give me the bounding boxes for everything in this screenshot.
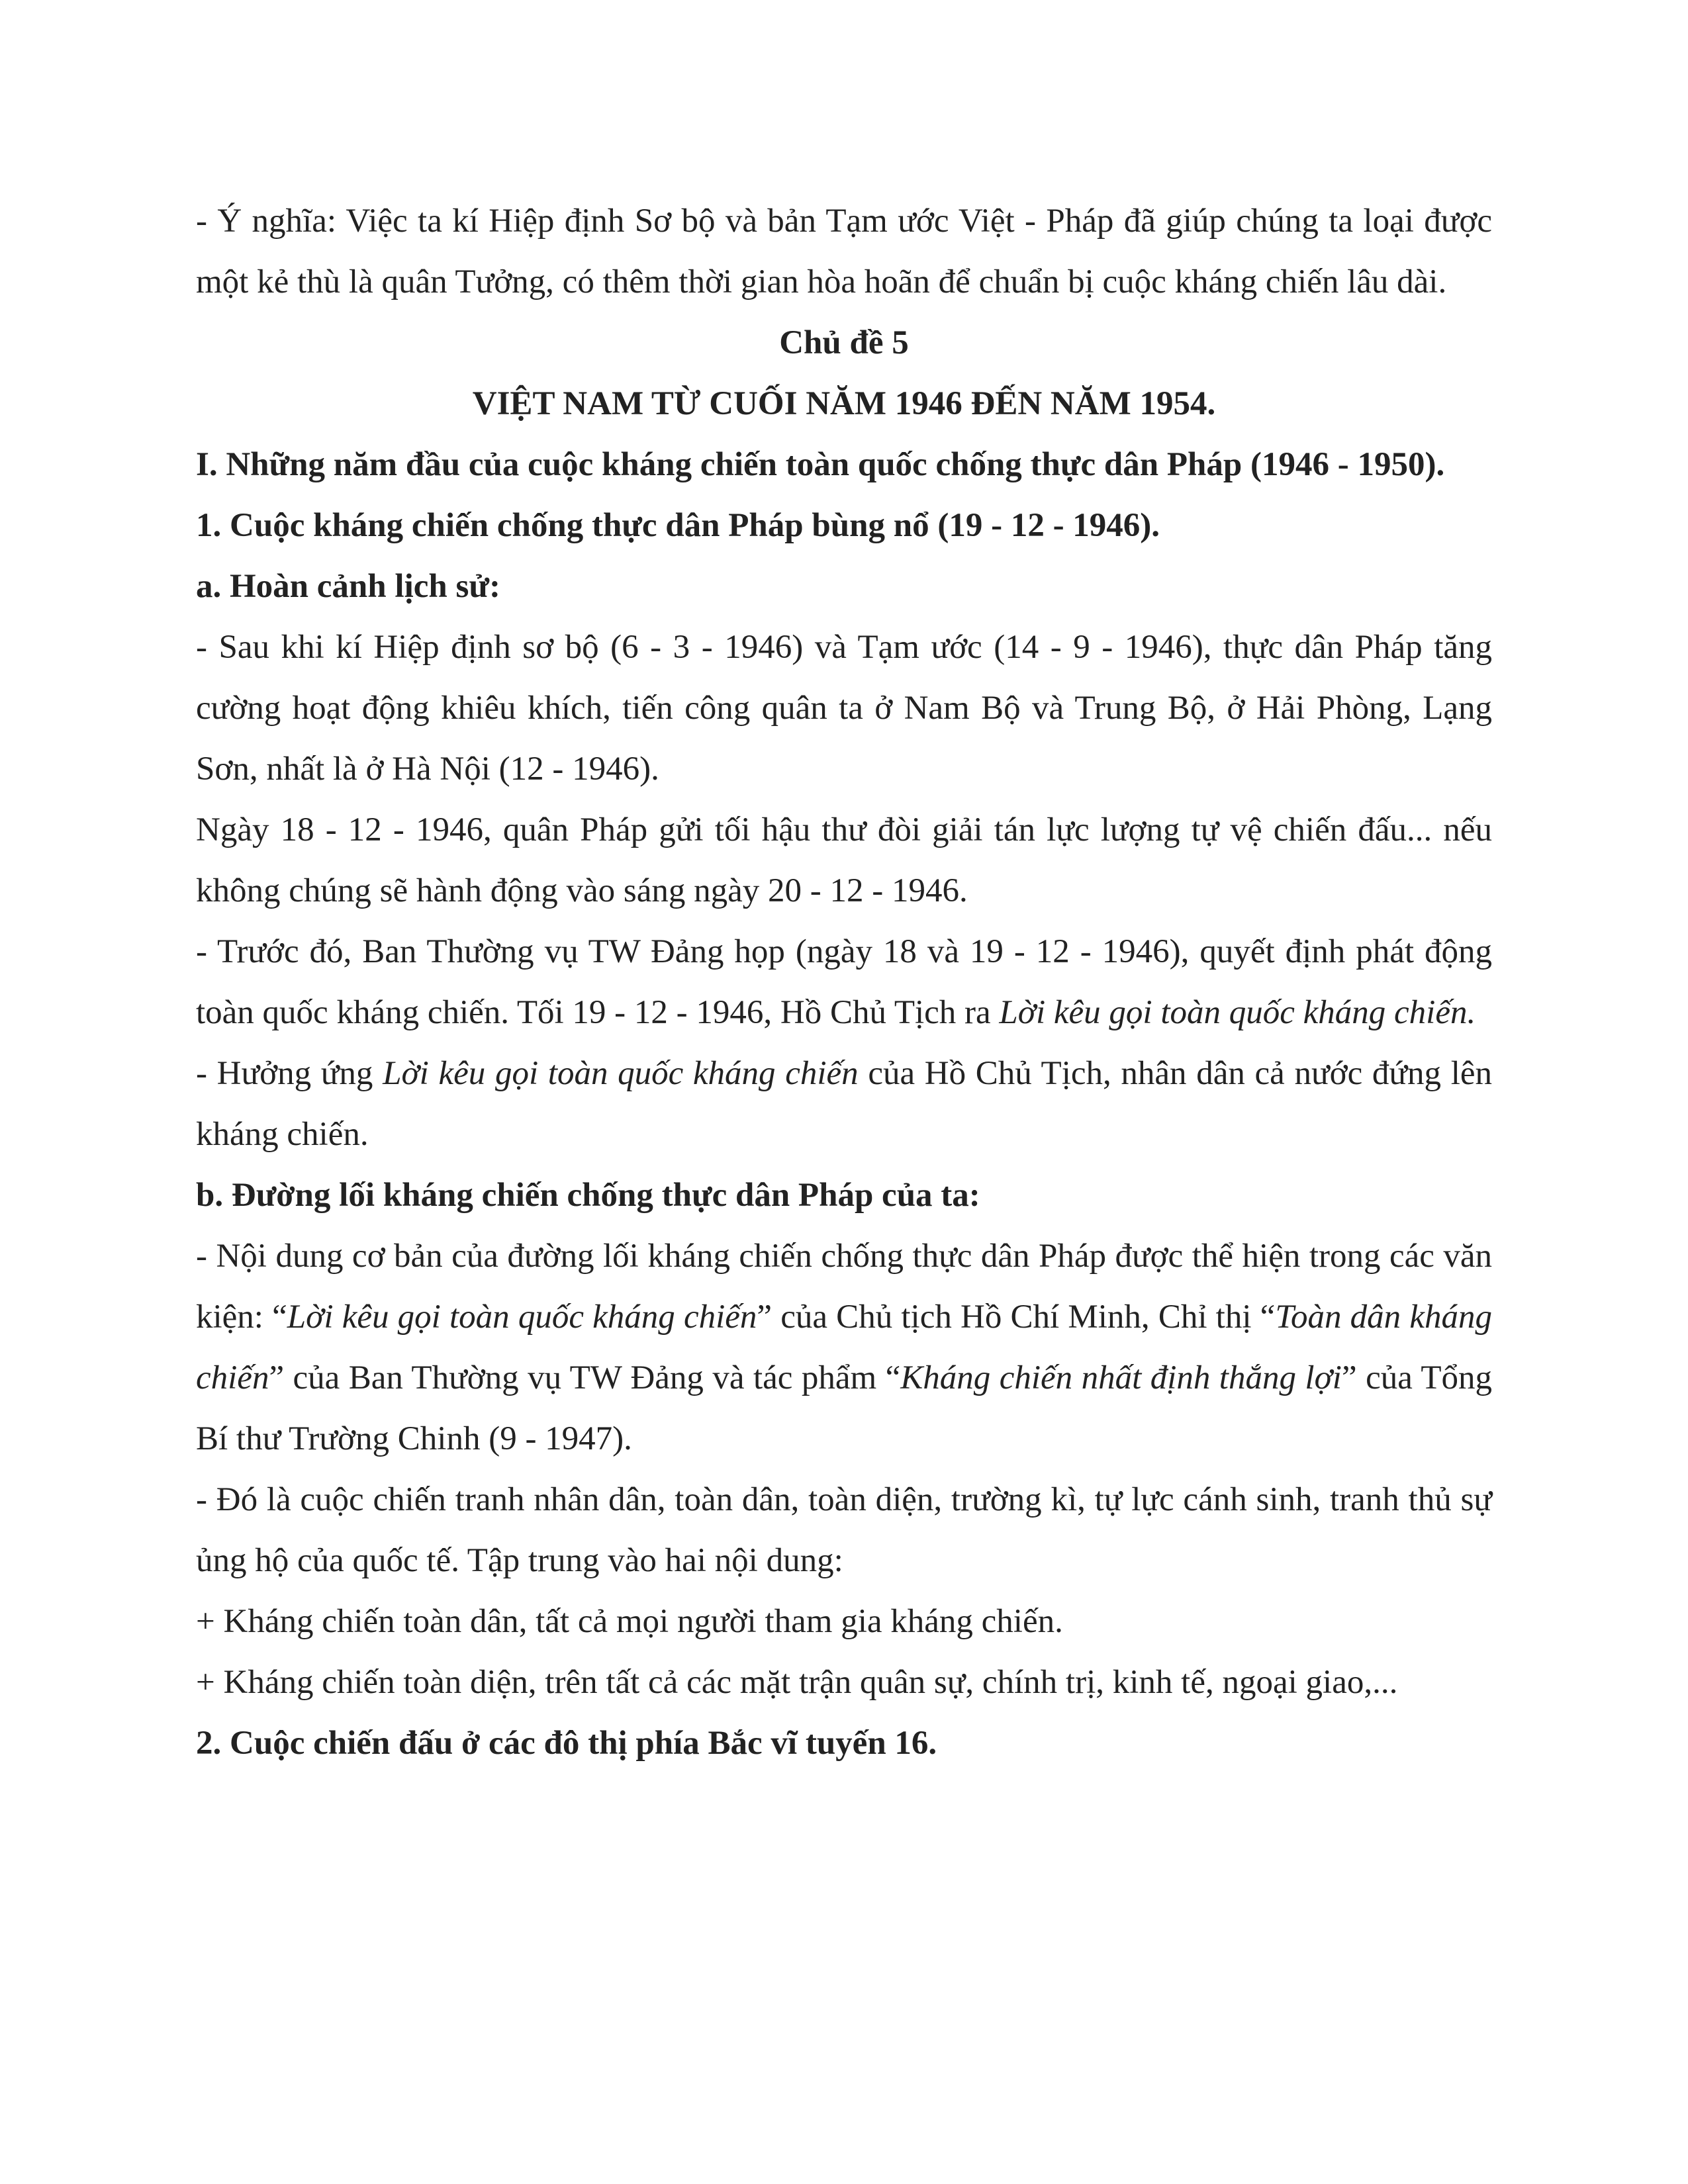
subsection-2-heading: 2. Cuộc chiến đấu ở các đô thị phía Bắc vĩ tuyến 16. bbox=[196, 1725, 937, 1762]
paragraph-a3-italic: Lời kêu gọi toàn quốc kháng chiến. bbox=[999, 994, 1476, 1031]
subsection-a-heading: a. Hoàn cảnh lịch sử: bbox=[196, 568, 500, 605]
paragraph-a4-post: của Hồ Chủ Tịch, nhân dân cả nước đứng lên kháng chiến. bbox=[196, 1055, 1492, 1153]
subsection-1-heading: 1. Cuộc kháng chiến chống thực dân Pháp bùng nổ (19 - 12 - 1946). bbox=[196, 507, 1160, 544]
subsection-b-heading: b. Đường lối kháng chiến chống thực dân Pháp của ta: bbox=[196, 1177, 980, 1214]
paragraph-b1-italic-3: Kháng chiến nhất định thắng lợi bbox=[900, 1359, 1342, 1396]
paragraph-a3-text: - Trước đó, Ban Thường vụ TW Đảng họp (ngày 18 và 19 - 12 - 1946), quyết định phát động toàn quốc kháng chiến. Tối 19 - 12 - 1946, Hồ Chủ Tịch ra bbox=[196, 933, 1492, 1031]
topic-label: Chủ đề 5 bbox=[779, 324, 909, 361]
paragraph-b1-d: ” của Tổng Bí thư Trường Chinh (9 - 1947). bbox=[196, 1359, 1493, 1457]
paragraph-b2: - Đó là cuộc chiến tranh nhân dân, toàn dân, toàn diện, trường kì, tự lực cánh sinh, tranh thủ sự ủng hộ của quốc tế. Tập trung vào hai nội dung: bbox=[196, 1481, 1492, 1579]
paragraph-a4-italic: Lời kêu gọi toàn quốc kháng chiến bbox=[383, 1055, 859, 1092]
paragraph-a1: - Sau khi kí Hiệp định sơ bộ (6 - 3 - 1946) và Tạm ước (14 - 9 - 1946), thực dân Pháp tăng cường hoạt động khiêu khích, tiến công quân ta ở Nam Bộ và Trung Bộ, ở Hải Phòng, Lạng Sơn, nhất là ở Hà Nội (12 - 1946). bbox=[196, 629, 1492, 788]
paragraph-a4-pre: - Hưởng ứng bbox=[196, 1055, 383, 1092]
paragraph-b3: + Kháng chiến toàn dân, tất cả mọi người tham gia kháng chiến. bbox=[196, 1603, 1063, 1640]
paragraph-b1-italic-2: Toàn dân kháng chiến bbox=[196, 1298, 1492, 1396]
paragraph-b4: + Kháng chiến toàn diện, trên tất cả các mặt trận quân sự, chính trị, kinh tế, ngoại giao,... bbox=[196, 1664, 1398, 1701]
topic-title: VIỆT NAM TỪ CUỐI NĂM 1946 ĐẾN NĂM 1954. bbox=[472, 385, 1216, 422]
paragraph-b1-a: - Nội dung cơ bản của đường lối kháng chiến chống thực dân Pháp được thể hiện trong các văn kiện: “ bbox=[196, 1238, 1492, 1336]
paragraph-b1-italic-1: Lời kêu gọi toàn quốc kháng chiến bbox=[287, 1298, 757, 1336]
paragraph-b1-b: ” của Chủ tịch Hồ Chí Minh, Chỉ thị “ bbox=[757, 1298, 1276, 1336]
paragraph-a3 bbox=[196, 921, 1492, 1043]
paragraph-b1 bbox=[196, 1226, 1492, 1469]
paragraph-a4 bbox=[196, 1043, 1492, 1165]
paragraph-b1-c: ” của Ban Thường vụ TW Đảng và tác phẩm “ bbox=[269, 1359, 901, 1396]
section-heading: I. Những năm đầu của cuộc kháng chiến toàn quốc chống thực dân Pháp (1946 - 1950). bbox=[196, 446, 1445, 483]
meaning-paragraph: - Ý nghĩa: Việc ta kí Hiệp định Sơ bộ và bản Tạm ước Việt - Pháp đã giúp chúng ta loại được một kẻ thù là quân Tưởng, có thêm thời gian hòa hoãn để chuẩn bị cuộc kháng chiến lâu dài. bbox=[196, 203, 1492, 300]
paragraph-a2: Ngày 18 - 12 - 1946, quân Pháp gửi tối hậu thư đòi giải tán lực lượng tự vệ chiến đấu... nếu không chúng sẽ hành động vào sáng ngày 20 - 12 - 1946. bbox=[196, 811, 1492, 909]
document-page bbox=[196, 191, 1492, 1774]
